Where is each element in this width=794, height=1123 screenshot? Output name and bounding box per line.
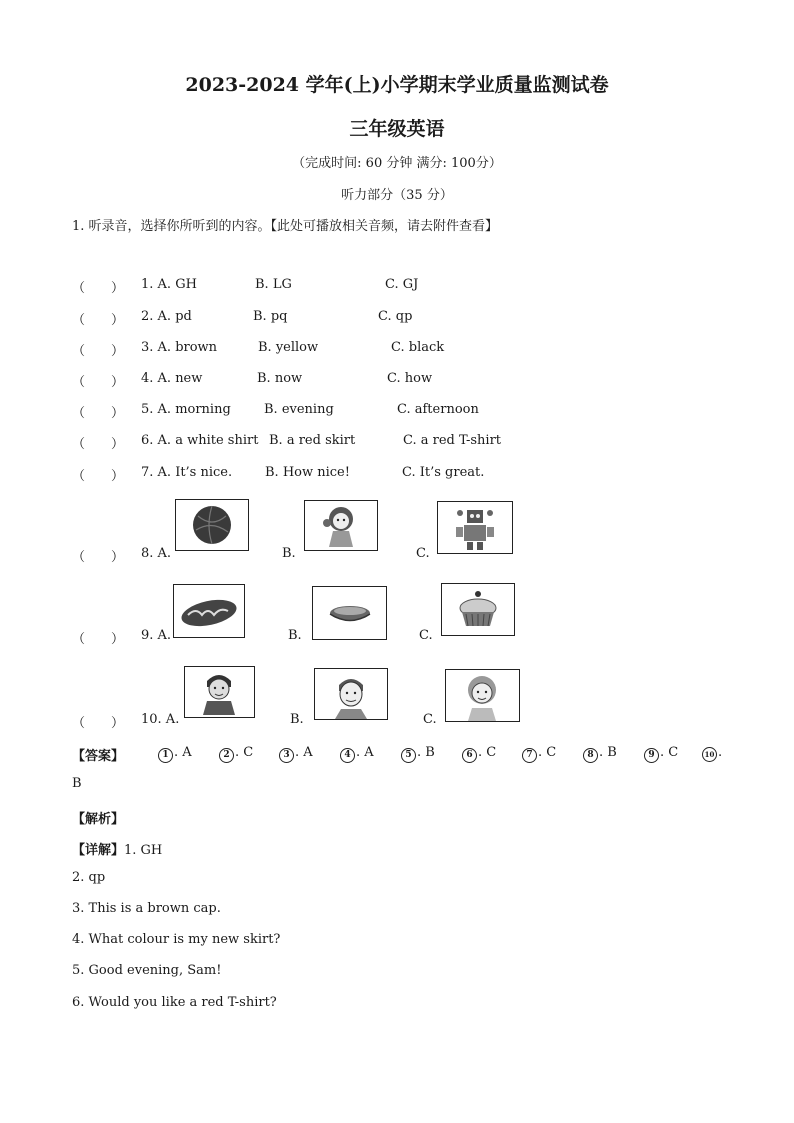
list-item — [72, 433, 124, 452]
hotdog-picture[interactable] — [173, 584, 245, 638]
answer-wrap: B — [72, 776, 82, 791]
list-item — [72, 628, 124, 647]
section-heading: 听力部分（35 分） — [341, 188, 453, 203]
ball-icon — [176, 500, 248, 550]
answer-item: 6 . C — [462, 745, 496, 763]
boy-picture[interactable] — [184, 666, 255, 718]
answer-item: 4 . A — [340, 745, 374, 763]
man-picture[interactable] — [314, 668, 388, 720]
detail-line: 2. qp — [72, 870, 106, 885]
answer-blank[interactable]: （ ） — [72, 406, 125, 421]
list-item — [72, 712, 124, 731]
option-a: 9. A. — [141, 628, 172, 643]
answer-item: 1 . A — [158, 745, 192, 763]
option-b: B. — [282, 546, 296, 561]
answer-blank[interactable]: （ ） — [72, 344, 125, 359]
option-a: 2. A. pd — [141, 309, 192, 324]
option-c: C. It’s great. — [402, 465, 485, 480]
detail-line: 6. Would you like a red T-shirt? — [72, 995, 277, 1010]
option-c: C. — [419, 628, 433, 643]
girl-icon — [446, 670, 519, 721]
answer-blank[interactable]: （ ） — [72, 313, 125, 328]
option-a: 6. A. a white shirt — [141, 433, 259, 448]
time-info: （完成时间: 60 分钟 满分: 100分） — [292, 156, 502, 171]
option-c: C. how — [387, 371, 433, 386]
boy-icon — [185, 667, 254, 717]
answer-item: 5 . B — [401, 745, 435, 763]
pie-picture[interactable] — [312, 586, 387, 640]
doll-picture[interactable] — [304, 500, 378, 551]
hotdog-icon — [174, 585, 244, 637]
option-b: B. LG — [255, 277, 292, 292]
detail-line: 【详解】1. GH — [72, 843, 163, 858]
exam-title: 2023-2024 学年(上)小学期末学业质量监测试卷 — [185, 74, 609, 96]
option-a: 8. A. — [141, 546, 172, 561]
answer-item: 2 . C — [219, 745, 253, 763]
option-a: 3. A. brown — [141, 340, 218, 355]
option-a: 7. A. It’s nice. — [141, 465, 233, 480]
option-a: 4. A. new — [141, 371, 203, 386]
answer-blank[interactable]: （ ） — [72, 375, 125, 390]
man-icon — [315, 669, 387, 719]
option-c: C. GJ — [385, 277, 419, 292]
question-prompt: 1. 听录音，选择你所听到的内容。【此处可播放相关音频，请去附件查看】 — [72, 219, 499, 234]
list-item — [72, 309, 124, 328]
girl-picture[interactable] — [445, 669, 520, 722]
list-item — [72, 465, 124, 484]
option-c: C. a red T-shirt — [403, 433, 502, 448]
option-c: C. — [423, 712, 437, 727]
option-b: B. evening — [264, 402, 334, 417]
answer-item: 8 . B — [583, 745, 617, 763]
doll-icon — [305, 501, 377, 550]
answer-blank[interactable]: （ ） — [72, 469, 125, 484]
option-b: B. — [288, 628, 302, 643]
option-a: 1. A. GH — [141, 277, 197, 292]
option-c: C. — [416, 546, 430, 561]
option-c: C. afternoon — [397, 402, 479, 417]
option-c: C. black — [391, 340, 445, 355]
robot-picture[interactable] — [437, 501, 513, 554]
answer-item: 10 . — [702, 745, 722, 762]
list-item — [72, 340, 124, 359]
detail-line: 3. This is a brown cap. — [72, 901, 221, 916]
option-c: C. qp — [378, 309, 413, 324]
list-item — [72, 402, 124, 421]
option-b: B. a red skirt — [269, 433, 356, 448]
cake-picture[interactable] — [441, 583, 515, 636]
list-item — [72, 546, 124, 565]
answer-blank[interactable]: （ ） — [72, 632, 125, 647]
answer-label: 【答案】 — [72, 749, 125, 764]
detail-line: 5. Good evening, Sam! — [72, 963, 222, 978]
robot-icon — [438, 502, 512, 553]
answer-blank[interactable]: （ ） — [72, 437, 125, 452]
option-b: B. How nice! — [265, 465, 350, 480]
exam-subtitle: 三年级英语 — [349, 118, 445, 140]
ball-picture[interactable] — [175, 499, 249, 551]
option-b: B. now — [257, 371, 303, 386]
cake-icon — [442, 584, 514, 635]
detail-line: 4. What colour is my new skirt? — [72, 932, 281, 947]
option-a: 5. A. morning — [141, 402, 231, 417]
answer-item: 3 . A — [279, 745, 313, 763]
list-item — [72, 277, 124, 296]
answer-item: 9 . C — [644, 745, 678, 763]
answer-blank[interactable]: （ ） — [72, 281, 125, 296]
answer-item: 7 . C — [522, 745, 556, 763]
option-b: B. — [290, 712, 304, 727]
answer-blank[interactable]: （ ） — [72, 716, 125, 731]
analysis-label: 【解析】 — [72, 812, 125, 827]
option-a: 10. A. — [141, 712, 180, 727]
option-b: B. pq — [253, 309, 288, 324]
option-b: B. yellow — [258, 340, 319, 355]
answer-blank[interactable]: （ ） — [72, 550, 125, 565]
list-item — [72, 371, 124, 390]
pie-icon — [313, 587, 386, 639]
